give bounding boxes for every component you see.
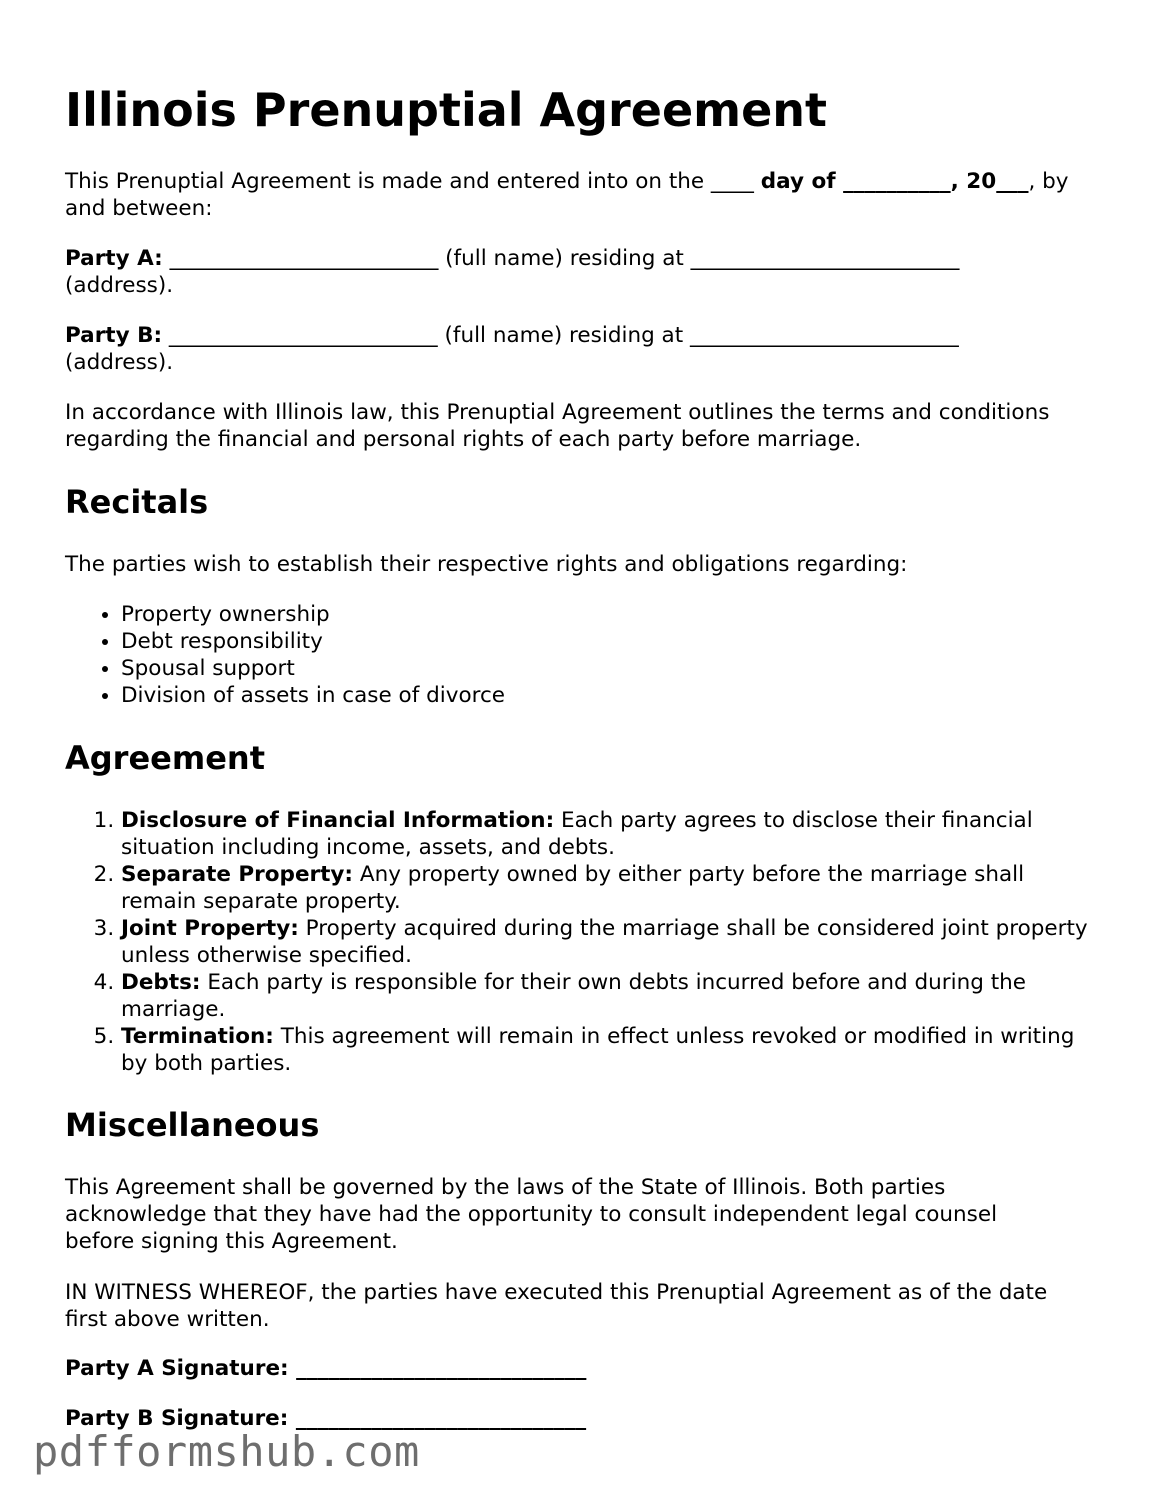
list-item (121, 1023, 1106, 1077)
party-a-end: (address). (65, 273, 174, 298)
page-title: Illinois Prenuptial Agreement (65, 83, 828, 137)
intro-date-blank: day of __________, 20___ (760, 169, 1029, 194)
party-b-label: Party B: (65, 323, 163, 348)
item-text: Any property owned by either party before the marriage shall remain separate property. (121, 862, 1025, 914)
list-item (121, 807, 1106, 861)
party-a-label: Party A: (65, 246, 163, 271)
party-a-middle: (full name) residing at (438, 246, 691, 271)
item-term: Termination: (121, 1024, 274, 1049)
party-b-line (65, 322, 1100, 376)
agreement-list (65, 807, 1106, 1077)
party-a-name-blank: _________________________ (169, 246, 439, 271)
intro-text-before: This Prenuptial Agreement is made and entered into on the ____ (65, 169, 761, 194)
party-a-line (65, 245, 1100, 299)
intro-text-after: , by and between: (65, 169, 1069, 221)
watermark: pdfformshub.com (33, 1427, 420, 1476)
party-b-address-blank: _________________________ (690, 323, 959, 348)
item-term: Debts: (121, 970, 201, 995)
recitals-heading: Recitals (65, 483, 209, 521)
list-item: • Division of assets in case of divorce (121, 682, 1106, 709)
item-text: Property acquired during the marriage shall be considered joint property unless otherwise specified. (121, 916, 1088, 968)
party-a-address-blank: _________________________ (690, 246, 960, 271)
party-b-end: (address). (65, 350, 174, 375)
purpose-paragraph: In accordance with Illinois law, this Prenuptial Agreement outlines the terms and conditions regarding the financial and personal rights of each party before marriage. (65, 400, 1050, 452)
list-item (121, 861, 1106, 915)
item-term: Joint Property: (121, 916, 299, 941)
agreement-heading: Agreement (65, 739, 265, 777)
list-item (121, 915, 1106, 969)
list-item: • Spousal support (121, 655, 1106, 682)
item-term: Separate Property: (121, 862, 354, 887)
recitals-list (65, 601, 1106, 709)
item-text: Each party agrees to disclose their financial situation including income, assets, and debts. (121, 808, 1033, 860)
list-item: • Property ownership (121, 601, 1106, 628)
party-a-signature-line (65, 1355, 1100, 1382)
miscellaneous-heading: Miscellaneous (65, 1106, 320, 1144)
list-item (121, 969, 1106, 1023)
party-b-signature: Party B Signature: ___________________________ (65, 1406, 587, 1431)
witness-paragraph: IN WITNESS WHEREOF, the parties have executed this Prenuptial Agreement as of the date first above written. (65, 1280, 1048, 1332)
list-item: • Debt responsibility (121, 628, 1106, 655)
item-text: Each party is responsible for their own debts incurred before and during the marriage. (121, 970, 1027, 1022)
recitals-intro: The parties wish to establish their respective rights and obligations regarding: (65, 552, 908, 577)
party-b-middle: (full name) residing at (437, 323, 690, 348)
governing-law-paragraph: This Agreement shall be governed by the laws of the State of Illinois. Both parties acknowledge that they have had the opportunity to consult independent legal counsel before signing this Agreement. (65, 1175, 998, 1254)
item-text: This agreement will remain in effect unless revoked or modified in writing by both parties. (121, 1024, 1075, 1076)
party-a-signature: Party A Signature: ___________________________ (65, 1356, 587, 1381)
party-b-name-blank: _________________________ (168, 323, 438, 348)
item-term: Disclosure of Financial Information: (121, 808, 555, 833)
intro-paragraph (65, 168, 1100, 222)
